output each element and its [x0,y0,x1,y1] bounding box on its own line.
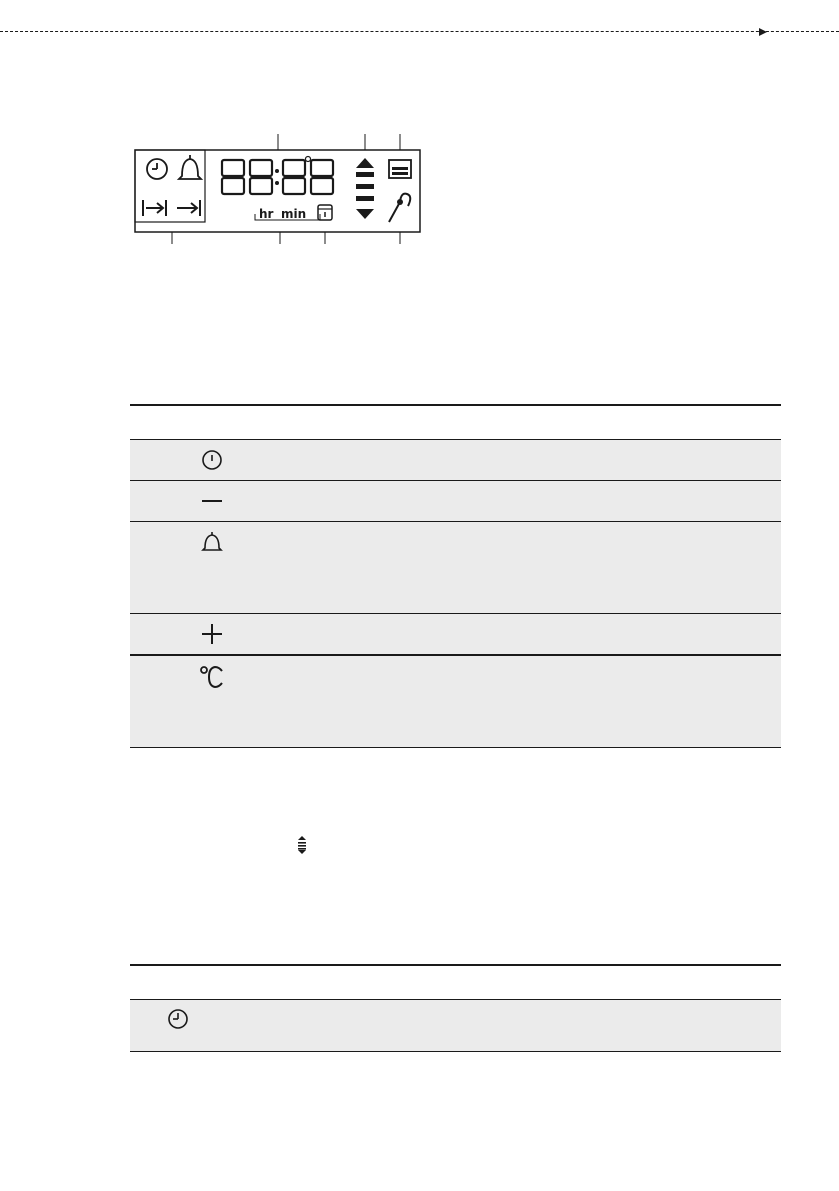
table-row [130,655,781,748]
table-row [130,614,781,655]
seven-segment-display [222,160,333,194]
page-top-rule [0,31,839,32]
heat-up-arrows-icon [297,836,307,854]
table-row [130,1000,781,1052]
table-row [130,440,781,481]
bell-icon [179,155,201,179]
clock-icon [147,159,167,179]
unit-min: min [281,207,307,221]
table-row [130,522,781,614]
end-time-icon [177,200,200,216]
meat-probe-icon [389,194,410,222]
table-header [130,964,781,1000]
plus-icon [201,623,223,645]
sensor-field-table [130,404,781,748]
clock-function-table [130,964,781,1052]
minus-icon [201,490,223,512]
heat-level-arrows-icon [356,158,374,219]
bell-icon [201,531,223,553]
oven-display-diagram [130,128,430,248]
table-header [130,404,781,440]
clock-icon [167,1008,189,1030]
duration-icon [143,200,166,216]
power-icon [201,449,223,471]
celsius-icon [199,665,225,689]
unit-hr: hr [259,207,274,221]
display-frame [130,128,430,248]
heating-indicator-icon [389,160,411,178]
table-row [130,481,781,522]
